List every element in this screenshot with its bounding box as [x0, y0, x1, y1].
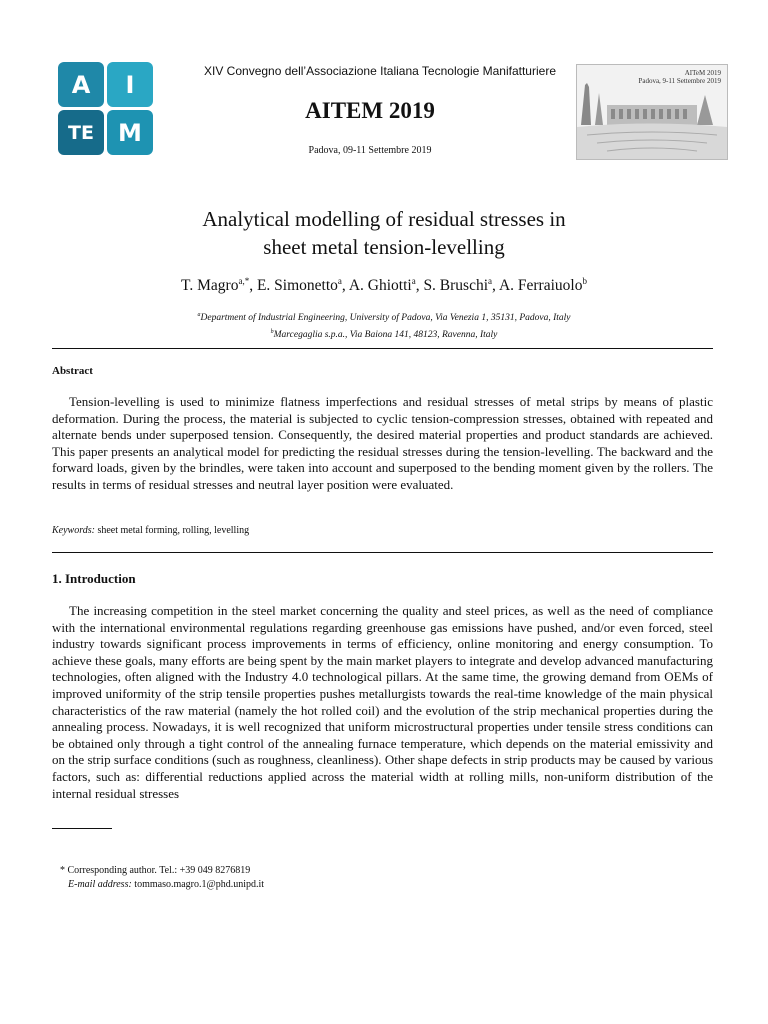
keywords-line: [52, 525, 249, 536]
logo-tile-i: I: [107, 62, 153, 107]
author-sup: a: [337, 276, 342, 286]
paper-title-line1: Analytical modelling of residual stresses in: [202, 207, 566, 231]
abstract-heading: Abstract: [52, 365, 93, 377]
paper-title-line2: sheet metal tension-levelling: [263, 235, 505, 259]
sketch-caption-title: AITeM 2019: [684, 69, 721, 77]
introduction-heading: 1. Introduction: [52, 571, 136, 586]
corresponding-author: * Corresponding author. Tel.: +39 049 8276819: [60, 865, 251, 876]
affiliation-sup: a: [197, 312, 201, 318]
introduction-body: The increasing competition in the steel market concerning the quality and steel prices, as well as the need of compliance with the international environmental regulations regarding greenhouse gas emissions have pushed, and/or even forced, steel industry towards significant process improvements in terms of efficiency, online monitoring and energy consumption. To achieve these goals, many efforts are being spent by the main market players to integrate and develop advanced manufacturing technologies, often aligned with the Industry 4.0 technological pillars. At the same time, the growing demand from OEMs of improved uniformity of the strip tensile properties pushes metallurgists towards the real-time knowledge of the main physical characteristics of the raw material (namely the hot rolled coil) and the evolution of the strip mechanical properties during the annealing process. Nowadays, it is well recognized that uniform microstructural properties under tensile stress conditions can be obtained only through a tight control of the annealing furnace temperature, which depends on the material emissivity and on the strip surface conditions (such as roughness, cleanliness). Other shape defects in strip products may be caused by various factors, such as: differential reductions applied across the material width at rolling mills, non-uniform distribution of the internal residual stresses: [52, 603, 713, 801]
conference-line: XIV Convegno dell’Associazione Italiana Tecnologie Manifatturiere: [204, 64, 556, 78]
keywords-text: sheet metal forming, rolling, levelling: [97, 525, 250, 536]
email-line: [60, 878, 264, 892]
sketch-caption-date: Padova, 9-11 Settembre 2019: [638, 77, 721, 85]
affiliation-text: Marcegaglia s.p.a., Via Baiona 141, 48123, Ravenna, Italy: [273, 330, 498, 340]
venue-sketch-image: [576, 64, 728, 160]
author-name: T. Magro: [181, 277, 239, 294]
affiliation-text: Department of Industrial Engineering, University of Padova, Via Venezia 1, 35131, Padova, Italy: [200, 313, 571, 323]
abstract-top-rule: [52, 348, 713, 349]
paper-title: [60, 205, 708, 261]
footnote-rule: [52, 828, 112, 829]
author-sup: a,*: [238, 276, 250, 286]
author-list: T. Magro$^{a,*}$, E. Simonetto$^a$, A. Ghiotti$^a$, S. Bruschi$^a$, A. Ferraiuolo$^b$: [181, 276, 587, 294]
conference-title: AITEM 2019: [305, 98, 435, 123]
affiliation-sup: b: [270, 329, 274, 335]
footnote: [60, 864, 264, 892]
affiliations: [60, 308, 708, 342]
author-name: A. Ghiotti: [348, 277, 412, 294]
author-sup: a: [488, 276, 493, 286]
author-name: E. Simonetto: [256, 277, 338, 294]
abstract-bottom-rule: [52, 552, 713, 553]
author-name: A. Ferraiuolo: [498, 277, 583, 294]
logo-tile-m: M: [107, 110, 153, 155]
email-address: tommaso.magro.1@phd.unipd.it: [134, 879, 265, 890]
aitem-logo: [58, 62, 153, 155]
conference-date: Padova, 09-11 Settembre 2019: [308, 145, 432, 156]
affiliation-a: [60, 308, 708, 325]
abstract-body: Tension-levelling is used to minimize flatness imperfections and residual stresses of metal strips by means of plastic deformation. During the process, the material is subjected to cyclic tension-compression stresses, obtained with repeated and alternate bends under superposed tension. Consequently, the desired material properties and product standards are achieved. This paper presents an analytical model for predicting the residual stresses during the tension-levelling. The backward and the forward loads, given by the brindles, were taken into account and superposed to the bending moment given by the rollers. The results in terms of residual stresses and neutral layer position were evaluated.: [52, 394, 713, 492]
author-name: S. Bruschi: [423, 277, 489, 294]
author-sup: b: [582, 276, 587, 286]
affiliation-b: [60, 325, 708, 342]
logo-tile-te: TE: [58, 110, 104, 155]
logo-tile-a: A: [58, 62, 104, 107]
email-label: E-mail address:: [68, 879, 132, 890]
author-sup: a: [411, 276, 416, 286]
keywords-label: Keywords:: [52, 525, 95, 536]
